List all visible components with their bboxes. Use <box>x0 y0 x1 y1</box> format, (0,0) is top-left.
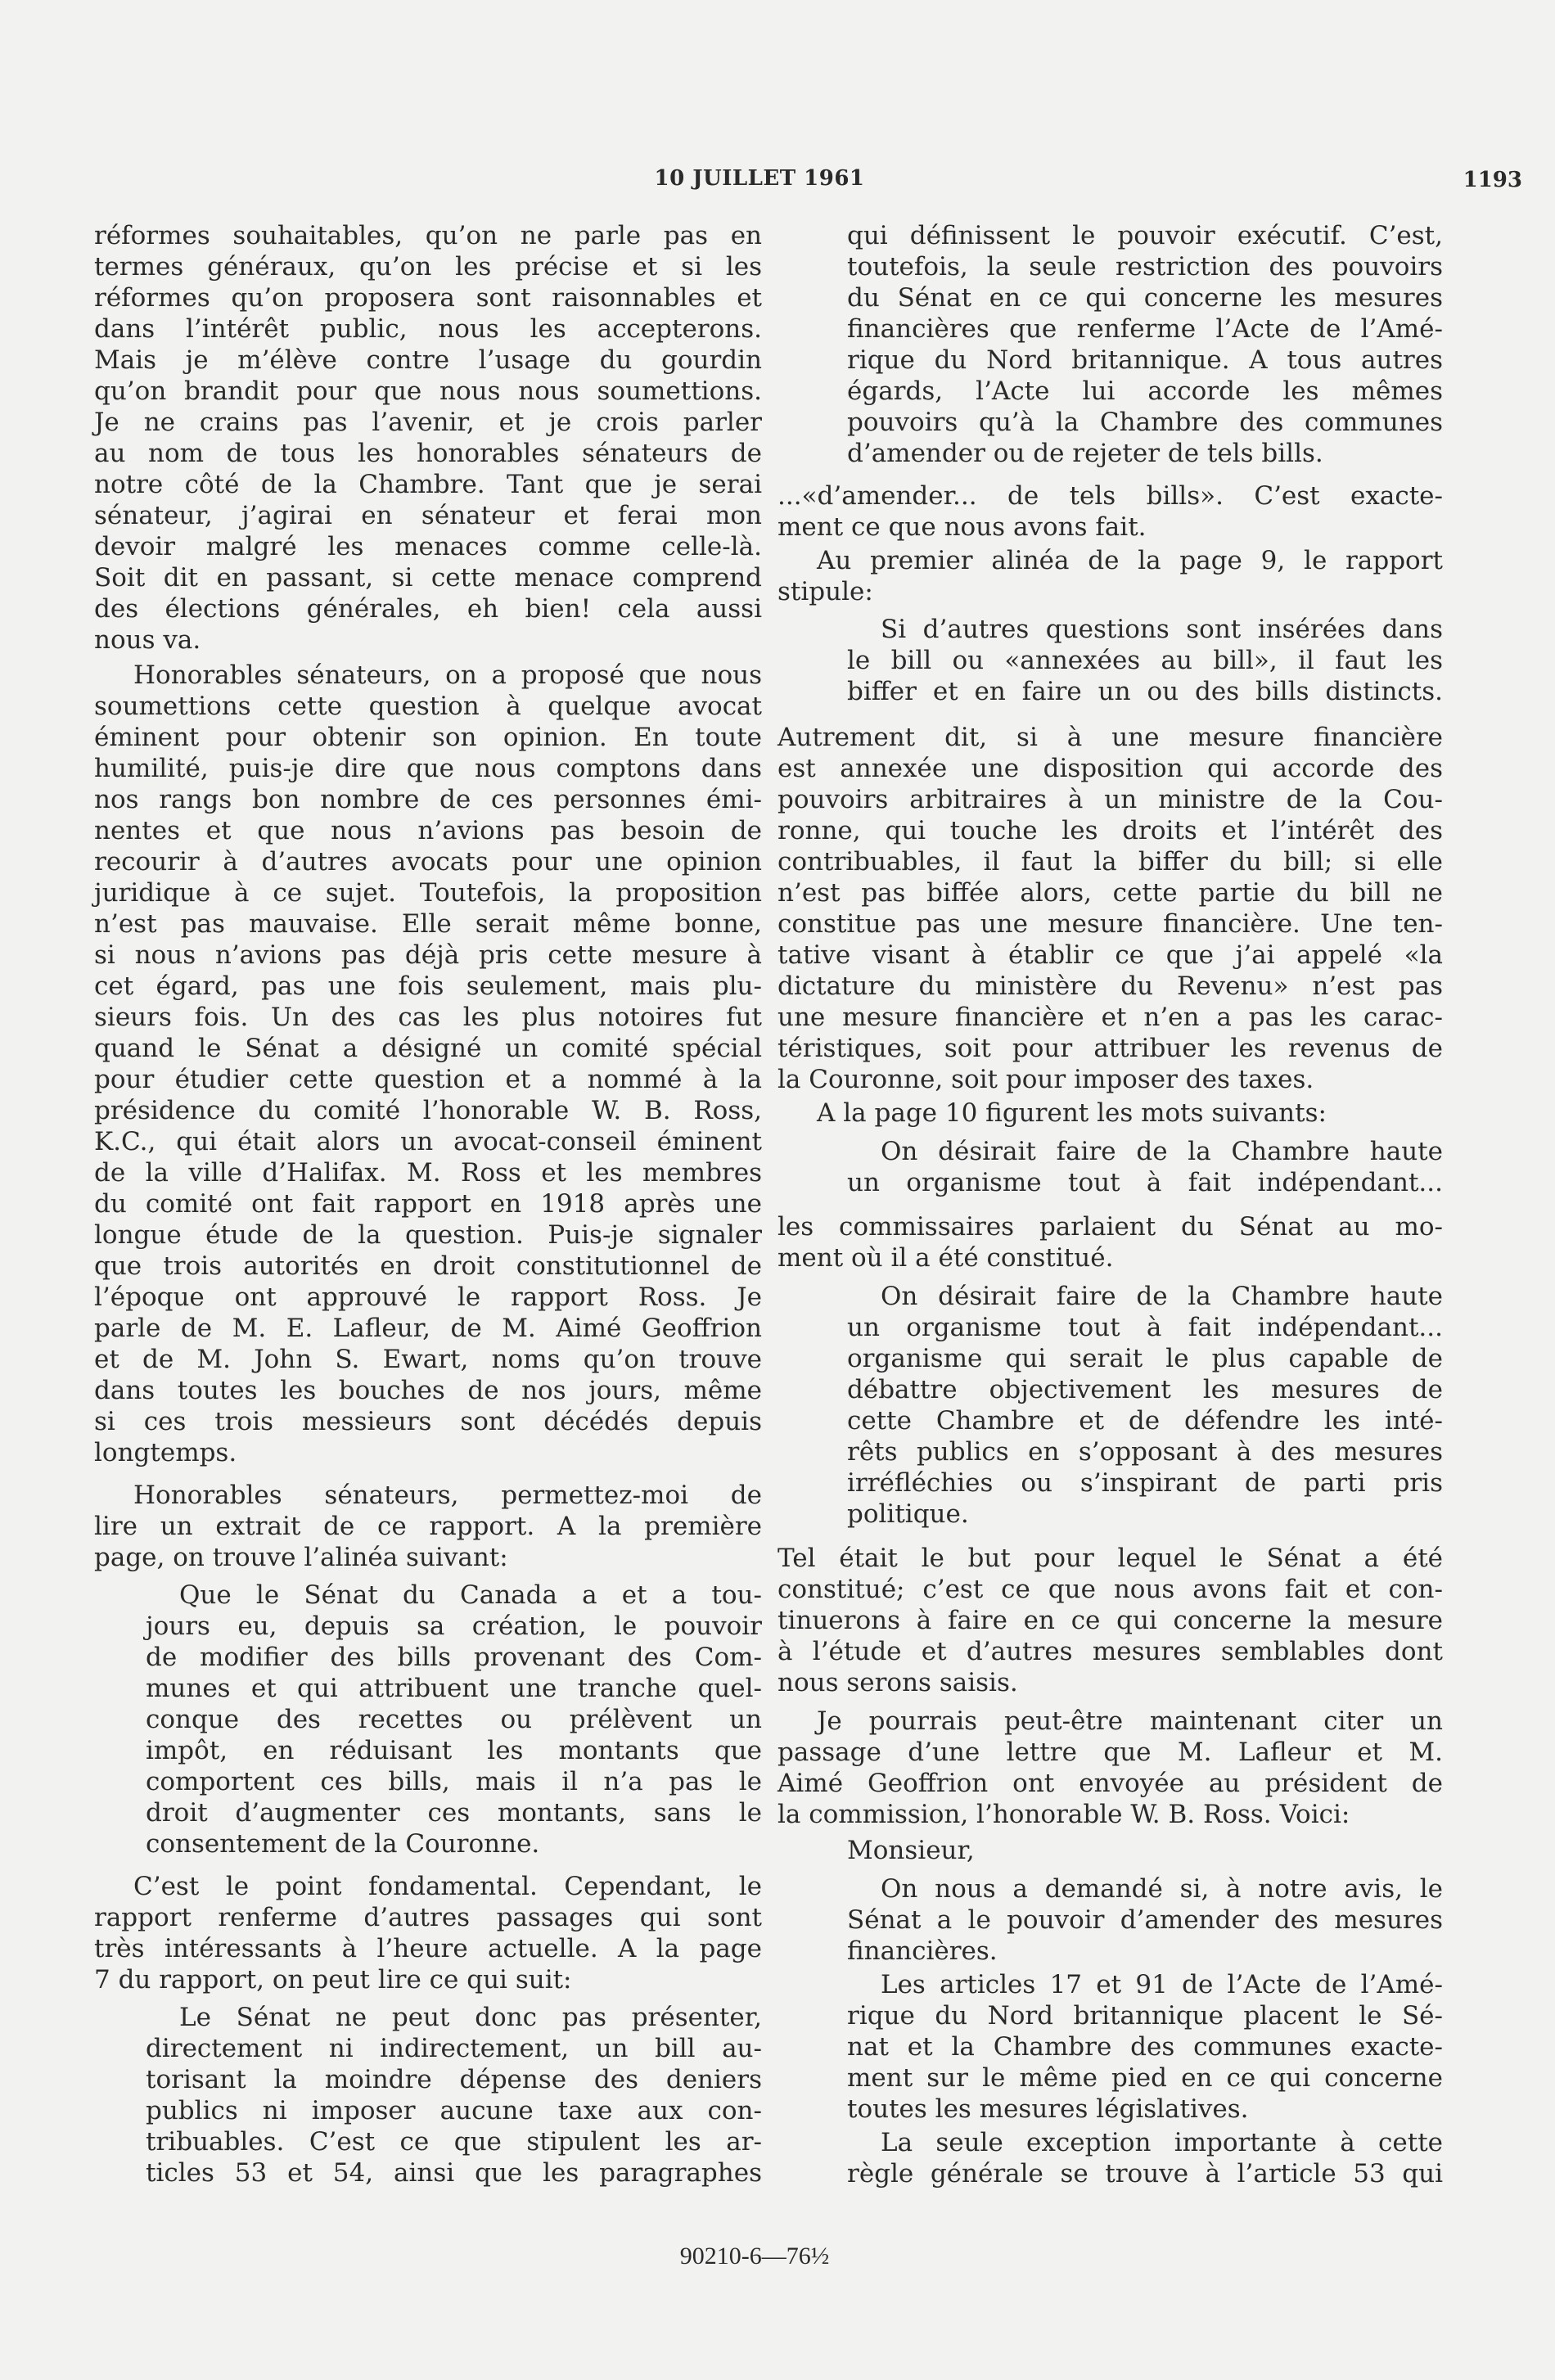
text-line: ment où il a été constitué. <box>778 1243 1114 1273</box>
letter-paragraph <box>847 1873 1443 1967</box>
text-line: droit d’augmenter ces montants, sans le <box>146 1798 762 1828</box>
text-line: téristiques, soit pour attribuer les revenus de <box>778 1034 1443 1063</box>
text-line: tinuerons à faire en ce qui concerne la mesure <box>778 1606 1443 1635</box>
text-line: On désirait faire de la Chambre haute <box>881 1137 1443 1166</box>
text-line: Honorables sénateurs, on a proposé que nous <box>133 660 762 690</box>
text-line: nentes et que nous n’avions pas besoin de <box>94 816 762 845</box>
text-line: ment ce que nous avons fait. <box>778 512 1147 542</box>
text-line: de modifier des bills provenant des Com- <box>146 1643 762 1672</box>
block-quote <box>146 1580 762 1859</box>
text-line: On désirait faire de la Chambre haute <box>881 1282 1443 1311</box>
text-line: présidence du comité l’honorable W. B. Ross, <box>94 1096 762 1125</box>
text-line: sénateur, j’agirai en sénateur et ferai mon <box>94 501 762 530</box>
paragraph <box>94 220 762 656</box>
text-line: quand le Sénat a désigné un comité spécial <box>94 1034 762 1063</box>
text-line: Mais je m’élève contre l’usage du gourdin <box>94 345 762 375</box>
text-line: pour étudier cette question et a nommé à la <box>94 1065 762 1094</box>
text-line: tative visant à établir ce que j’ai appelé «la <box>778 940 1443 970</box>
text-line: Autrement dit, si à une mesure financière <box>778 723 1443 752</box>
text-line: nat et la Chambre des communes exacte- <box>847 2032 1443 2062</box>
text-line: si ces trois messieurs sont décédés depuis <box>94 1407 762 1436</box>
text-line: une mesure financière et n’en a pas les carac- <box>778 1003 1443 1032</box>
text-line: A la page 10 figurent les mots suivants: <box>817 1098 1327 1128</box>
paragraph <box>778 545 1443 607</box>
text-line: Tel était le but pour lequel le Sénat a été <box>778 1544 1443 1573</box>
paragraph <box>778 480 1443 543</box>
text-line: Je pourrais peut-être maintenant citer un <box>817 1706 1443 1736</box>
text-line: est annexée une disposition qui accorde des <box>778 754 1443 783</box>
paragraph <box>94 1871 762 1995</box>
block-quote <box>847 614 1443 707</box>
text-line: qu’on brandit pour que nous nous soumettions. <box>94 376 762 406</box>
text-line: pouvoirs qu’à la Chambre des communes <box>847 408 1443 437</box>
letter-paragraph <box>847 1969 1443 2125</box>
text-line: Honorables sénateurs, permettez-moi de <box>133 1481 762 1510</box>
text-line: juridique à ce sujet. Toutefois, la proposition <box>94 878 762 908</box>
text-line: constitué; c’est ce que nous avons fait et con- <box>778 1575 1443 1604</box>
text-line: financières. <box>847 1936 998 1966</box>
text-line: à l’étude et d’autres mesures semblables dont <box>778 1637 1443 1666</box>
paragraph <box>778 1706 1443 1830</box>
text-line: publics ni imposer aucune taxe aux con- <box>146 2096 762 2125</box>
text-line: lire un extrait de ce rapport. A la première <box>94 1512 762 1541</box>
text-line: un organisme tout à fait indépendant... <box>847 1168 1443 1197</box>
text-line: La seule exception importante à cette <box>881 2128 1443 2157</box>
text-line: n’est pas biffée alors, cette partie du bill ne <box>778 878 1443 908</box>
text-line: rique du Nord britannique placent le Sé- <box>847 2001 1443 2031</box>
text-line: pouvoirs arbitraires à un ministre de la Cou- <box>778 785 1443 814</box>
text-line: règle générale se trouve à l’article 53 qui <box>847 2159 1443 2188</box>
text-line: ...«d’amender... de tels bills». C’est exacte- <box>778 481 1443 511</box>
text-line: nos rangs bon nombre de ces personnes émi- <box>94 785 762 814</box>
block-quote <box>847 1281 1443 1530</box>
block-quote <box>847 1136 1443 1198</box>
text-line: termes généraux, qu’on les précise et si les <box>94 252 762 282</box>
text-line: les commissaires parlaient du Sénat au mo- <box>778 1212 1443 1242</box>
text-line: cette Chambre et de défendre les inté- <box>847 1406 1443 1436</box>
paragraph <box>778 1211 1443 1273</box>
text-line: rêts publics en s’opposant à des mesures <box>847 1437 1443 1467</box>
text-line: munes et qui attribuent une tranche quel- <box>146 1674 762 1703</box>
text-line: égards, l’Acte lui accorde les mêmes <box>847 376 1443 406</box>
text-line: parle de M. E. Lafleur, de M. Aimé Geoffrion <box>94 1314 762 1343</box>
text-line: débattre objectivement les mesures de <box>847 1375 1443 1404</box>
text-line: longtemps. <box>94 1438 237 1467</box>
text-line: réformes qu’on proposera sont raisonnables et <box>94 283 762 313</box>
text-line: contribuables, il faut la biffer du bill; si elle <box>778 847 1443 877</box>
text-line: si nous n’avions pas déjà pris cette mesure à <box>94 940 762 970</box>
text-line: toutes les mesures législatives. <box>847 2094 1249 2124</box>
text-line: ronne, qui touche les droits et l’intérêt des <box>778 816 1443 845</box>
text-line: constitue pas une mesure financière. Une ten- <box>778 909 1443 939</box>
text-line: Que le Sénat du Canada a et a tou- <box>179 1580 762 1610</box>
text-line: Aimé Geoffrion ont envoyée au président de <box>778 1769 1443 1798</box>
text-line: Au premier alinéa de la page 9, le rapport <box>817 546 1443 575</box>
text-line: au nom de tous les honorables sénateurs de <box>94 439 762 468</box>
text-line: politique. <box>847 1499 969 1529</box>
text-line: la commission, l’honorable W. B. Ross. Voici: <box>778 1800 1350 1829</box>
block-quote <box>146 2002 762 2188</box>
running-header-date: 10 JUILLET 1961 <box>654 166 865 191</box>
text-line: irréfléchies ou s’inspirant de parti pris <box>847 1468 1443 1498</box>
text-line: page, on trouve l’alinéa suivant: <box>94 1543 508 1572</box>
text-line: nous va. <box>94 625 201 655</box>
text-line: Les articles 17 et 91 de l’Acte de l’Amé- <box>881 1970 1443 1999</box>
text-line: rapport renferme d’autres passages qui sont <box>94 1903 762 1932</box>
text-line: très intéressants à l’heure actuelle. A la page <box>94 1934 762 1963</box>
text-line: impôt, en réduisant les montants que <box>146 1736 762 1765</box>
text-line: n’est pas mauvaise. Elle serait même bonne, <box>94 909 762 939</box>
text-line: organisme qui serait le plus capable de <box>847 1344 1443 1373</box>
paragraph <box>94 1480 762 1573</box>
text-line: le bill ou «annexées au bill», il faut les <box>847 646 1443 675</box>
text-line: longue étude de la question. Puis-je signaler <box>94 1220 762 1250</box>
text-line: du Sénat en ce qui concerne les mesures <box>847 283 1443 313</box>
letter-salutation: Monsieur, <box>847 1836 975 1865</box>
text-line: tribuables. C’est ce que stipulent les ar- <box>146 2127 762 2157</box>
paragraph <box>94 660 762 1468</box>
block-quote <box>847 220 1443 469</box>
text-line: réformes souhaitables, qu’on ne parle pas en <box>94 221 762 250</box>
text-line: On nous a demandé si, à notre avis, le <box>881 1874 1443 1904</box>
text-line: de la ville d’Halifax. M. Ross et les membres <box>94 1158 762 1188</box>
letter-paragraph <box>847 2127 1443 2189</box>
text-line: soumettions cette question à quelque avocat <box>94 692 762 721</box>
text-line: passage d’une lettre que M. Lafleur et M. <box>778 1738 1443 1767</box>
text-line: financières que renferme l’Acte de l’Amé- <box>847 314 1443 344</box>
text-line: sieurs fois. Un des cas les plus notoires fut <box>94 1003 762 1032</box>
text-line: des élections générales, eh bien! cela aussi <box>94 594 762 624</box>
text-line: cet égard, pas une fois seulement, mais plu- <box>94 971 762 1001</box>
text-line: Si d’autres questions sont insérées dans <box>881 615 1443 644</box>
quoted-letter <box>847 1835 1443 2189</box>
text-line: la Couronne, soit pour imposer des taxes. <box>778 1065 1314 1094</box>
text-line: et de M. John S. Ewart, noms qu’on trouve <box>94 1345 762 1374</box>
text-line: dictature du ministère du Revenu» n’est pas <box>778 971 1443 1001</box>
text-line: devoir malgré les menaces comme celle-là. <box>94 532 762 561</box>
text-line: un organisme tout à fait indépendant... <box>847 1313 1443 1342</box>
paragraph <box>778 1098 1443 1129</box>
left-column <box>94 220 762 2188</box>
text-line: K.C., qui était alors un avocat-conseil éminent <box>94 1127 762 1156</box>
paragraph <box>778 1543 1443 1698</box>
page-number: 1193 <box>1463 168 1522 192</box>
text-line: C’est le point fondamental. Cependant, le <box>133 1872 762 1901</box>
text-line: humilité, puis-je dire que nous comptons dans <box>94 754 762 783</box>
text-line: 7 du rapport, on peut lire ce qui suit: <box>94 1965 572 1995</box>
text-line: conque des recettes ou prélèvent un <box>146 1705 762 1734</box>
text-line: d’amender ou de rejeter de tels bills. <box>847 439 1323 468</box>
text-line: jours eu, depuis sa création, le pouvoir <box>146 1611 762 1641</box>
text-line: Sénat a le pouvoir d’amender des mesures <box>847 1905 1443 1935</box>
text-line: ticles 53 et 54, ainsi que les paragraphes <box>146 2158 762 2188</box>
text-line: nous serons saisis. <box>778 1668 1018 1697</box>
text-line: comportent ces bills, mais il n’a pas le <box>146 1767 762 1796</box>
text-line: Je ne crains pas l’avenir, et je crois parler <box>94 408 762 437</box>
text-line: consentement de la Couronne. <box>146 1829 540 1859</box>
text-line: rique du Nord britannique. A tous autres <box>847 345 1443 375</box>
text-line: dans toutes les bouches de nos jours, même <box>94 1376 762 1405</box>
text-line: éminent pour obtenir son opinion. En toute <box>94 723 762 752</box>
text-line: recourir à d’autres avocats pour une opinion <box>94 847 762 877</box>
text-line: l’époque ont approuvé le rapport Ross. Je <box>94 1282 762 1312</box>
paragraph <box>778 722 1443 1095</box>
text-line: biffer et en faire un ou des bills distincts. <box>847 677 1443 706</box>
text-line: notre côté de la Chambre. Tant que je serai <box>94 470 762 499</box>
text-line: ment sur le même pied en ce qui concerne <box>847 2063 1443 2093</box>
text-line: directement ni indirectement, un bill au- <box>146 2034 762 2063</box>
text-line: qui définissent le pouvoir exécutif. C’est, <box>847 221 1443 250</box>
text-line: dans l’intérêt public, nous les accepterons. <box>94 314 762 344</box>
text-line: que trois autorités en droit constitutionnel de <box>94 1251 762 1281</box>
text-line: Le Sénat ne peut donc pas présenter, <box>179 2003 762 2032</box>
print-code-footer: 90210-6—76½ <box>679 2243 830 2270</box>
text-line: torisant la moindre dépense des deniers <box>146 2065 762 2094</box>
text-line: du comité ont fait rapport en 1918 après une <box>94 1189 762 1219</box>
text-line: toutefois, la seule restriction des pouvoirs <box>847 252 1443 282</box>
text-line: Soit dit en passant, si cette menace comprend <box>94 563 762 593</box>
right-column <box>778 220 1443 2189</box>
text-line: stipule: <box>778 577 873 606</box>
